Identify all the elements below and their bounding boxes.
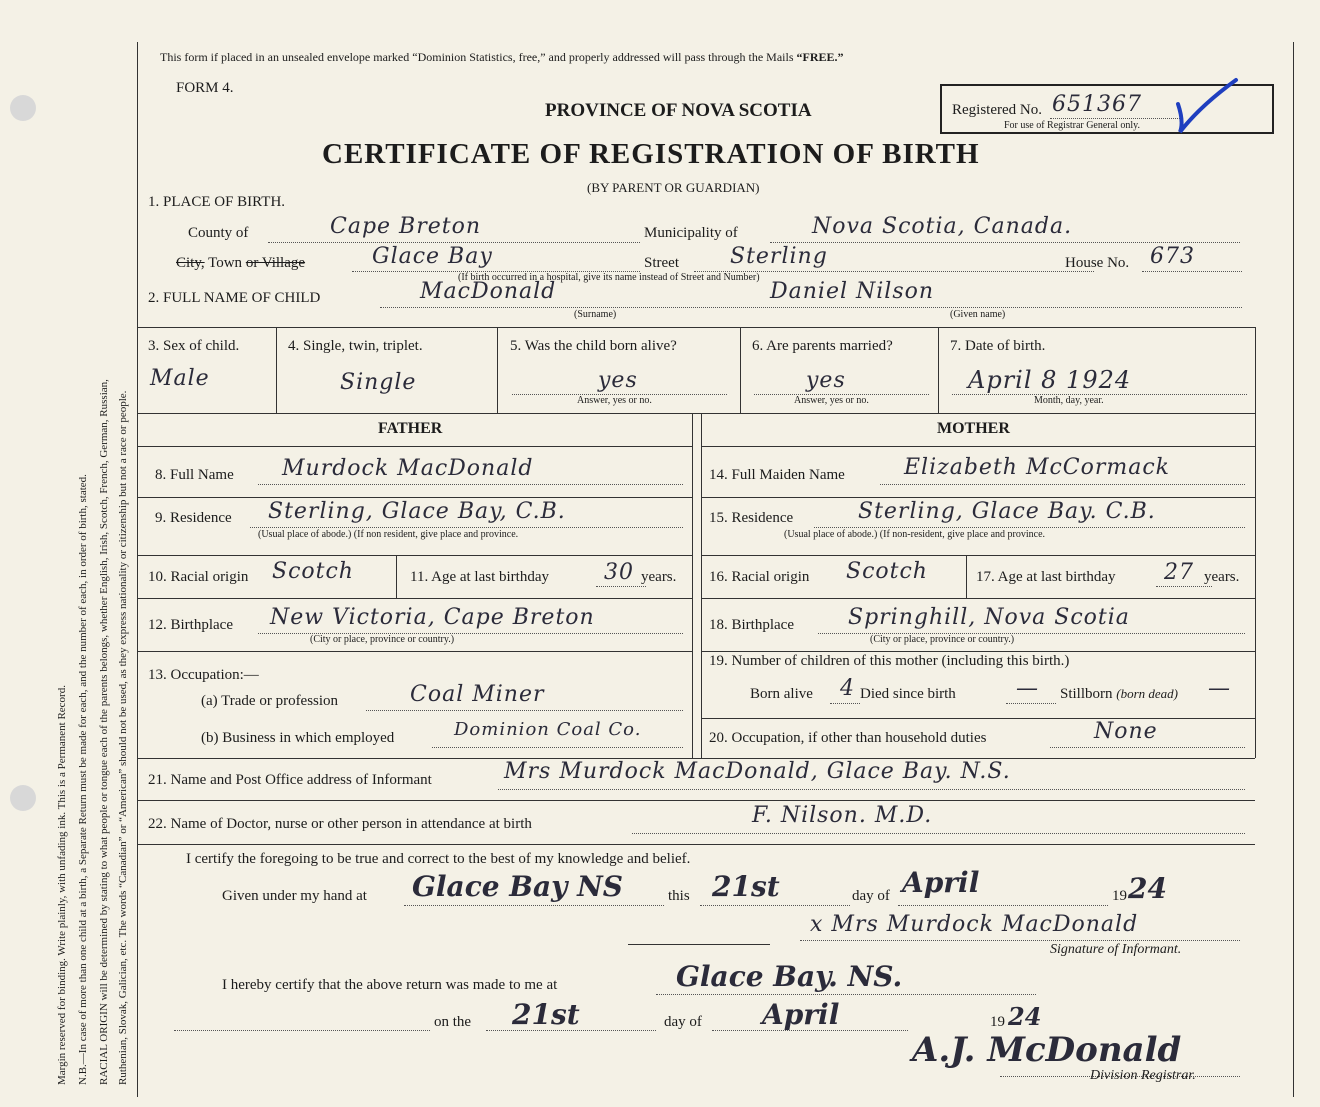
mother-birthplace-value: Springhill, Nova Scotia (848, 605, 1130, 630)
born-alive-note: Answer, yes or no. (577, 395, 652, 406)
father-birthplace-value: New Victoria, Cape Breton (270, 605, 595, 630)
mail-notice-text: This form if placed in an unsealed envelope marked “Dominion Statistics, free,” and properly addressed will pass through the Mails (160, 50, 797, 64)
margin-note-4: Ruthenian, Slovak, Galician, etc. The words “Canadian” or “American” should not be used, as they express nationality or citizenship but not a race or people. (117, 390, 129, 1085)
mother-name-value: Elizabeth McCormack (904, 455, 1171, 480)
father-age-value: 30 (604, 560, 634, 585)
separator-line (628, 944, 770, 945)
day-of-label: day of (852, 888, 890, 904)
father-age-label: 11. Age at last birthday (410, 569, 549, 585)
father-trade-value: Coal Miner (410, 682, 545, 707)
town-label-group (176, 255, 305, 272)
town-value: Glace Bay (372, 244, 493, 269)
single-value: Single (340, 370, 417, 395)
stillborn-note: (born dead) (1116, 686, 1179, 701)
hospital-note: (If birth occurred in a hospital, give its name instead of Street and Number) (458, 272, 760, 283)
municipality-value: Nova Scotia, Canada. (812, 214, 1073, 239)
father-business-label: (b) Business in which employed (201, 730, 395, 746)
sex-value: Male (150, 366, 210, 391)
registrar-month-value: April (762, 998, 840, 1031)
registrar-year-label: 19 (990, 1014, 1005, 1030)
county-label: County of (188, 225, 249, 241)
single-label: 4. Single, twin, triplet. (288, 338, 423, 354)
registrar-place-value: Glace Bay. NS. (676, 960, 903, 993)
given-year-value: 24 (1128, 872, 1167, 905)
house-value: 673 (1150, 244, 1195, 269)
father-residence-value: Sterling, Glace Bay, C.B. (268, 499, 566, 524)
given-place-value: Glace Bay NS (412, 870, 623, 903)
informant-value: Mrs Murdock MacDonald, Glace Bay. N.S. (504, 759, 1011, 784)
married-label: 6. Are parents married? (752, 338, 893, 354)
given-day-value: 21st (712, 870, 780, 903)
mother-race-value: Scotch (846, 559, 928, 584)
mother-occupation-label: 20. Occupation, if other than household duties (709, 730, 987, 746)
mail-notice-free: “FREE.” (796, 50, 844, 64)
punch-hole (10, 95, 36, 121)
given-year-label: 19 (1112, 888, 1127, 904)
married-value: yes (806, 368, 846, 393)
sex-label: 3. Sex of child. (148, 338, 240, 354)
born-alive-count-value: 4 (840, 676, 855, 701)
informant-label: 21. Name and Post Office address of Informant (148, 772, 432, 788)
certificate-subtitle: (BY PARENT OR GUARDIAN) (587, 180, 760, 195)
this-label: this (668, 888, 690, 904)
father-heading: FATHER (378, 420, 443, 437)
village-label: or Village (245, 255, 306, 271)
given-under-label: Given under my hand at (222, 888, 367, 904)
father-birthplace-note: (City or place, province or country.) (310, 634, 455, 645)
registrar-signature: A.J. McDonald (912, 1030, 1182, 1070)
dob-label: 7. Date of birth. (950, 338, 1046, 354)
father-race-label: 10. Racial origin (148, 569, 249, 585)
mother-birthplace-label: 18. Birthplace (709, 617, 794, 633)
margin-note-3: RACIAL ORIGIN will be determined by stating to what people or tongue each of the parents belongs, whether English, Irish, Scotch, French, German, Russian, (98, 379, 110, 1085)
certify-statement: I certify the foregoing to be true and correct to the best of my knowledge and belief. (186, 851, 691, 867)
mail-notice (160, 50, 844, 65)
born-alive-value: yes (598, 368, 638, 393)
dob-value: April 8 1924 (968, 366, 1132, 394)
father-trade-label: (a) Trade or profession (201, 693, 339, 709)
mother-heading: MOTHER (937, 420, 1010, 437)
county-value: Cape Breton (330, 214, 482, 239)
mother-age-label: 17. Age at last birthday (976, 569, 1116, 585)
mother-birthplace-note: (City or place, province or country.) (870, 634, 1015, 645)
doctor-value: F. Nilson. M.D. (752, 803, 933, 828)
punch-hole (10, 785, 36, 811)
mother-age-value: 27 (1164, 560, 1194, 585)
registered-label: Registered No. (952, 102, 1042, 118)
registered-note: For use of Registrar General only. (1004, 120, 1140, 131)
informant-signature: x Mrs Murdock MacDonald (810, 912, 1139, 937)
father-residence-note: (Usual place of abode.) (If non resident, give place and province. (258, 529, 519, 540)
mother-years-label: years. (1204, 569, 1240, 585)
division-registrar-label: Division Registrar. (1090, 1068, 1196, 1083)
mother-name-label: 14. Full Maiden Name (709, 467, 845, 483)
stillborn-label: Stillborn (1060, 686, 1113, 702)
father-years-label: years. (641, 569, 677, 585)
died-since-birth-label: Died since birth (860, 686, 956, 702)
margin-note-2: N.B.—In case of more than one child at a birth, a Separate Return must be made for each, and the number of each, in order of birth, stated. (77, 474, 89, 1085)
surname-note: (Surname) (574, 309, 617, 320)
street-value: Sterling (730, 244, 828, 269)
mother-residence-value: Sterling, Glace Bay. C.B. (858, 499, 1156, 524)
pen-check-mark (1170, 76, 1240, 136)
child-name-label: 2. FULL NAME OF CHILD (148, 290, 321, 306)
mother-race-label: 16. Racial origin (709, 569, 810, 585)
father-occupation-label: 13. Occupation:— (148, 667, 259, 683)
children-count-label: 19. Number of children of this mother (including this birth.) (709, 653, 1070, 669)
father-name-value: Murdock MacDonald (282, 456, 534, 481)
born-alive-count-label: Born alive (750, 686, 813, 702)
father-residence-label: 9. Residence (155, 510, 232, 526)
child-surname: MacDonald (420, 279, 557, 304)
mother-residence-label: 15. Residence (709, 510, 794, 526)
certificate-title: CERTIFICATE OF REGISTRATION OF BIRTH (322, 138, 980, 170)
registrar-day-value: 21st (512, 998, 580, 1031)
died-since-birth-value: — (1016, 676, 1039, 701)
given-name-note: (Given name) (950, 309, 1006, 320)
father-birthplace-label: 12. Birthplace (148, 617, 233, 633)
registrar-year-value: 24 (1008, 1002, 1042, 1031)
left-border (137, 42, 138, 1097)
street-label: Street (644, 255, 679, 271)
mother-residence-note: (Usual place of abode.) (If non-resident, give place and province. (784, 529, 1046, 540)
born-alive-label: 5. Was the child born alive? (510, 338, 677, 354)
informant-signature-label: Signature of Informant. (1050, 942, 1182, 957)
place-heading: 1. PLACE OF BIRTH. (148, 194, 286, 210)
province-heading: PROVINCE OF NOVA SCOTIA (545, 100, 812, 121)
mother-occupation-value: None (1094, 719, 1158, 744)
right-border (1293, 42, 1294, 1097)
child-given-name: Daniel Nilson (770, 279, 935, 304)
father-name-label: 8. Full Name (155, 467, 234, 483)
house-label: House No. (1065, 255, 1130, 271)
dob-note: Month, day, year. (1034, 395, 1104, 406)
margin-note-1: Margin reserved for binding. Write plainly, with unfading ink. This is a Permanent Record. (56, 685, 68, 1085)
city-label: City, (176, 255, 205, 271)
doctor-label: 22. Name of Doctor, nurse or other person in attendance at birth (148, 816, 532, 832)
father-business-value: Dominion Coal Co. (454, 719, 642, 740)
stillborn-label-group (1060, 686, 1178, 703)
given-month-value: April (902, 866, 980, 899)
municipality-label: Municipality of (644, 225, 738, 241)
on-the-label: on the (434, 1014, 472, 1030)
town-label: Town (204, 255, 246, 271)
registered-number: 651367 (1052, 92, 1142, 117)
married-note: Answer, yes or no. (794, 395, 869, 406)
stillborn-value: — (1208, 676, 1231, 701)
form-number: FORM 4. (176, 80, 234, 96)
registrar-statement: I hereby certify that the above return was made to me at (222, 977, 558, 993)
registrar-day-of-label: day of (664, 1014, 702, 1030)
father-race-value: Scotch (272, 559, 354, 584)
